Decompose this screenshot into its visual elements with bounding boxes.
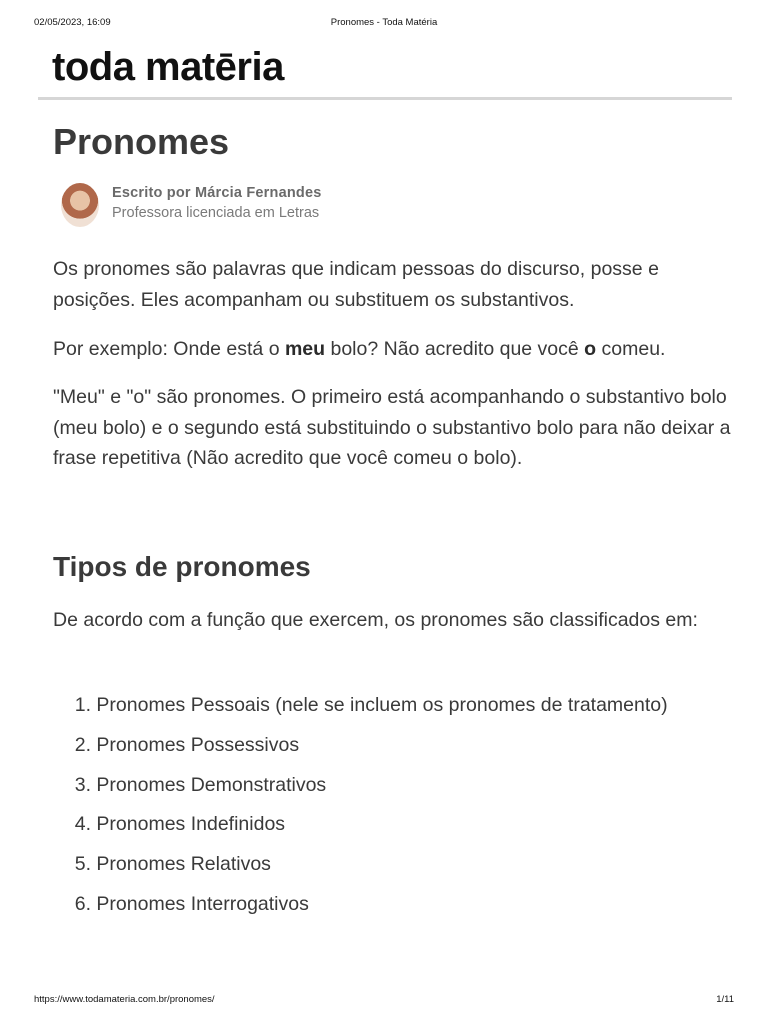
author-name[interactable]: Escrito por Márcia Fernandes — [112, 185, 322, 201]
print-datetime: 02/05/2023, 16:09 — [34, 17, 111, 28]
list-item-number: 2. — [74, 733, 91, 756]
example-bold-meu: meu — [284, 338, 326, 360]
example-text-1: Por exemplo: Onde está o — [53, 338, 285, 360]
list-item — [53, 769, 668, 809]
list-item-number: 1. — [74, 694, 91, 716]
section-lead-paragraph: De acordo com a função que exercem, os pronomes são classificados em: — [53, 609, 698, 631]
explanation-paragraph: "Meu" e "o" são pronomes. O primeiro está acompanhando o substantivo bolo (meu bolo) e o segundo está substituindo o substantivo bolo para não deixar a frase repetitiva (Não acredito que você comeu o bolo). — [53, 386, 731, 469]
list-item-label: Pronomes Interrogativos — [96, 892, 309, 915]
author-avatar[interactable] — [61, 183, 99, 227]
list-item — [53, 689, 668, 729]
list-item-label: Pronomes Indefinidos — [96, 813, 286, 836]
page-title: Pronomes — [53, 121, 230, 162]
example-text-2: bolo? Não acredito que você — [325, 338, 585, 360]
intro-paragraph: Os pronomes são palavras que indicam pessoas do discurso, posse e posições. Eles acompanham ou substituem os substantivos. — [53, 258, 659, 311]
list-item-label: Pronomes Relativos — [96, 853, 271, 876]
list-item-label: Pronomes Possessivos — [96, 733, 300, 756]
print-footer — [34, 994, 734, 1008]
example-bold-o: o — [584, 338, 597, 360]
print-page-number: 1/11 — [716, 994, 734, 1005]
list-item-number: 5. — [74, 853, 91, 876]
print-url: https://www.todamateria.com.br/pronomes/ — [34, 994, 215, 1005]
list-item-number: 6. — [74, 892, 91, 915]
list-item — [53, 848, 668, 888]
header-divider — [38, 97, 732, 100]
section-title: Tipos de pronomes — [53, 551, 311, 582]
print-header — [34, 17, 734, 31]
list-item — [53, 808, 668, 848]
list-item-label: Pronomes Pessoais (nele se incluem os pronomes de tratamento) — [96, 694, 668, 716]
list-item-label: Pronomes Demonstrativos — [96, 773, 327, 796]
print-page-title: Pronomes - Toda Matéria — [330, 17, 438, 28]
list-item-number: 3. — [74, 773, 91, 796]
pronoun-types-list — [53, 689, 668, 928]
list-item — [53, 888, 668, 928]
site-logo[interactable]: toda matēria — [52, 45, 284, 89]
list-item — [53, 729, 668, 769]
author-role: Professora licenciada em Letras — [112, 205, 320, 221]
example-paragraph — [53, 334, 733, 365]
example-text-3: comeu. — [596, 338, 666, 360]
list-item-number: 4. — [74, 813, 91, 836]
